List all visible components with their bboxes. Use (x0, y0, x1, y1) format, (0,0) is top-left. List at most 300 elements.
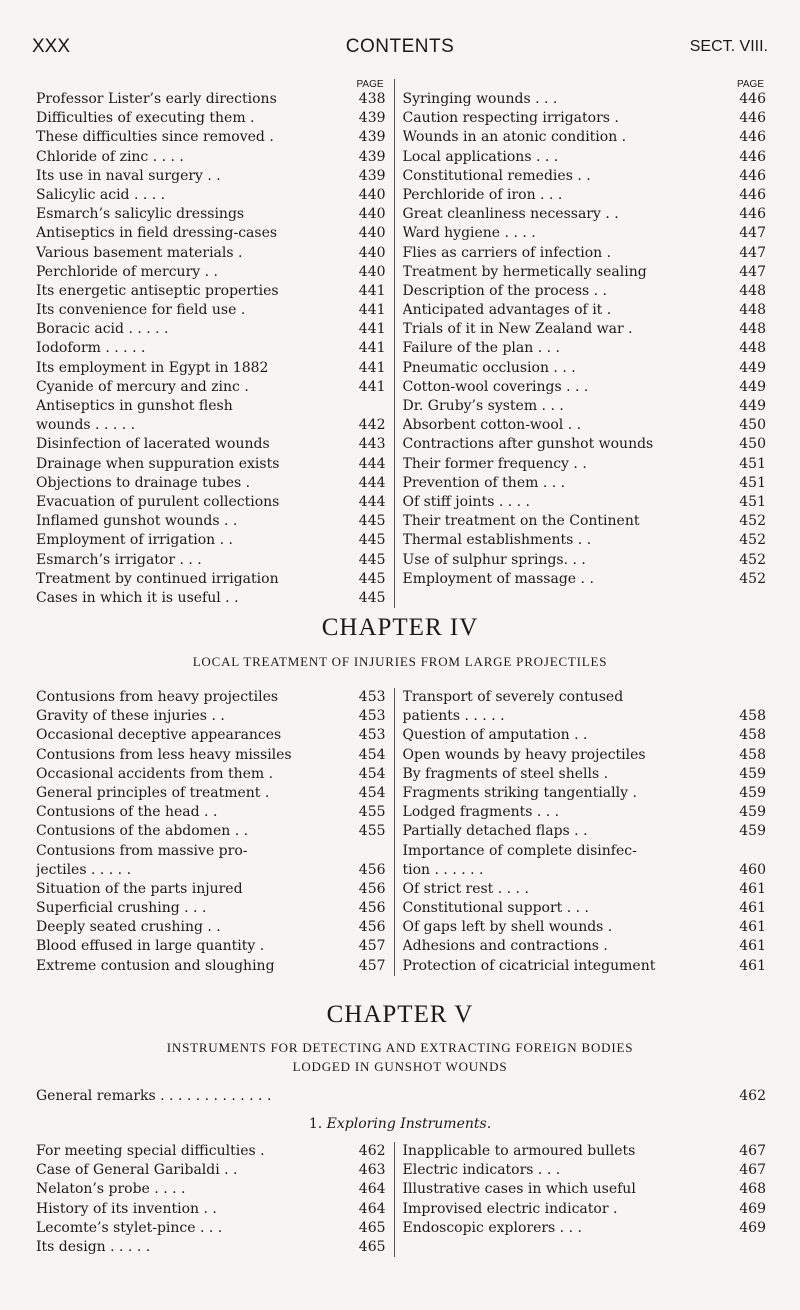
toc-entry[interactable] (403, 688, 766, 707)
toc-entry-page: 442 (358, 417, 386, 434)
toc-entry[interactable] (36, 339, 386, 358)
chapter-iv-heading: CHAPTER IV (321, 614, 479, 641)
toc-entry[interactable] (36, 493, 386, 512)
toc-entry[interactable] (403, 784, 766, 803)
toc-entry-page: 443 (358, 436, 386, 453)
toc-entry-page: 446 (739, 110, 766, 127)
exploring-instruments-heading (0, 1116, 800, 1132)
toc-entry-title: Flies as carriers of infection . (402, 244, 612, 261)
toc-entry[interactable] (36, 224, 386, 243)
chapter-iv-subtitle: LOCAL TREATMENT OF INJURIES FROM LARGE PROJECTILES (192, 654, 608, 669)
toc-column-left (36, 688, 394, 976)
toc-entry-page: 450 (739, 417, 766, 434)
toc-entry-page: 445 (358, 532, 386, 549)
toc-entry-page: 456 (358, 880, 386, 897)
toc-entry-title: Perchloride of iron . . . (402, 186, 563, 203)
toc-entry-title: General remarks . . . . . . . . . . . . . (36, 1088, 272, 1104)
toc-entry-page: 452 (739, 551, 766, 568)
toc-entry-title: Improvised electric indicator . (402, 1200, 618, 1217)
toc-entry[interactable] (403, 205, 766, 224)
toc-entry-page: 447 (739, 263, 766, 280)
toc-entry-title: Treatment by continued irrigation (36, 570, 279, 587)
toc-entry-title: Occasional accidents from them . (36, 765, 274, 782)
toc-entry[interactable] (403, 570, 766, 589)
toc-entry-title: Contusions of the head . . (36, 804, 218, 821)
toc-entry-page: 446 (739, 186, 766, 203)
toc-entry-title: wounds . . . . . (36, 417, 136, 434)
toc-entry-page: 439 (358, 167, 386, 184)
toc-entry[interactable] (36, 455, 386, 474)
toc-entry-page: 450 (739, 436, 766, 453)
toc-entry[interactable] (36, 937, 386, 956)
toc-entry-page: 461 (739, 938, 766, 955)
toc-entry-title: Of stiff joints . . . . (402, 493, 530, 510)
toc-entry-title: Anticipated advantages of it . (402, 302, 612, 319)
toc-entry-page: 447 (739, 225, 766, 242)
toc-entry[interactable] (403, 822, 766, 841)
toc-entry-page: 462 (739, 1088, 766, 1104)
toc-entry-title: Adhesions and contractions . (402, 938, 608, 955)
toc-entry[interactable] (36, 1219, 386, 1238)
toc-entry-title: Perchloride of mercury . . (36, 263, 218, 280)
sub-heading-text: Exploring Instruments. (326, 1116, 492, 1132)
toc-entry[interactable] (36, 167, 386, 186)
toc-entry-page: 449 (739, 378, 766, 395)
toc-entry-title: History of its invention . . (36, 1200, 217, 1217)
toc-entry-title: Partially detached flaps . . (402, 823, 588, 840)
toc-entry[interactable] (36, 899, 386, 918)
toc-entry-page: 440 (358, 263, 386, 280)
toc-entry[interactable] (403, 282, 766, 301)
toc-entry[interactable] (36, 244, 386, 263)
toc-entry-title: Electric indicators . . . (402, 1162, 561, 1179)
toc-entry-title: Ward hygiene . . . . (402, 225, 536, 242)
toc-entry-page: 446 (739, 129, 766, 146)
toc-entry-page: 459 (739, 784, 766, 801)
toc-entry-page: 458 (739, 708, 766, 725)
toc-entry[interactable] (36, 1087, 766, 1106)
toc-entry[interactable] (36, 301, 386, 320)
toc-entry-title: tion . . . . . . (402, 861, 484, 878)
toc-entry-page: 441 (358, 282, 386, 299)
toc-entry[interactable] (36, 551, 386, 570)
toc-entry[interactable] (403, 301, 766, 320)
toc-entry-title: Dr. Gruby’s system . . . (402, 398, 564, 414)
toc-entry[interactable] (403, 918, 766, 937)
toc-entry-title: Their treatment on the Continent (402, 513, 640, 530)
toc-entry[interactable] (36, 688, 386, 707)
toc-entry-page: 447 (739, 244, 766, 261)
toc-entry-title: Cases in which it is useful . . (36, 589, 239, 606)
toc-entry-page: 459 (739, 765, 766, 782)
toc-entry-page: 460 (739, 861, 766, 878)
toc-entry-title: These difficulties since removed . (36, 129, 274, 146)
toc-entry-page: 456 (358, 900, 386, 917)
toc-entry[interactable] (36, 474, 386, 493)
toc-entry-page: 440 (358, 186, 386, 203)
toc-entry[interactable] (403, 880, 766, 899)
toc-entry-title: Situation of the parts injured (36, 880, 243, 897)
toc-entry-title: General principles of treatment . (36, 784, 270, 801)
toc-entry-page: 451 (739, 474, 766, 491)
toc-entry-title: Endoscopic explorers . . . (402, 1219, 582, 1236)
toc-entry[interactable] (36, 109, 386, 128)
toc-entry-title: Blood effused in large quantity . (36, 938, 265, 955)
toc-entry-page: 446 (739, 167, 766, 184)
toc-entry-page: 455 (358, 823, 386, 840)
toc-entry-page: 464 (358, 1181, 386, 1198)
toc-entry-title: Trials of it in New Zealand war . (402, 321, 633, 338)
toc-entry-title: Great cleanliness necessary . . (402, 206, 619, 223)
toc-entry[interactable] (403, 746, 766, 765)
toc-entry[interactable] (403, 109, 766, 128)
toc-entry[interactable] (403, 1219, 766, 1238)
toc-entry[interactable] (403, 957, 766, 976)
toc-entry-page: 446 (739, 206, 766, 223)
toc-entry-page: 441 (358, 378, 386, 395)
toc-entry[interactable] (36, 282, 386, 301)
toc-entry-title: Objections to drainage tubes . (36, 474, 251, 491)
toc-entry-page: 456 (358, 861, 386, 878)
toc-entry[interactable] (403, 148, 766, 167)
toc-entry-title: By fragments of steel shells . (402, 765, 609, 782)
toc-entry[interactable] (36, 148, 386, 167)
toc-entry-page: 441 (358, 302, 386, 319)
toc-entry-page: 449 (739, 359, 766, 376)
toc-entry-page: 452 (739, 532, 766, 549)
toc-entry-title: Its design . . . . . (36, 1238, 151, 1255)
toc-entry-page: 448 (739, 321, 766, 338)
toc-entry[interactable] (36, 1161, 386, 1180)
section-label: SECT. VIII. (689, 38, 768, 55)
toc-entry-page: 445 (358, 570, 386, 587)
toc-entry[interactable] (403, 320, 766, 339)
toc-entry-page: 445 (358, 589, 386, 606)
toc-entry-title: Lecomte’s stylet-pince . . . (36, 1219, 223, 1236)
toc-entry[interactable] (36, 957, 386, 976)
chapter-v-heading: CHAPTER V (326, 1001, 474, 1028)
toc-entry[interactable] (36, 726, 386, 745)
toc-entry-title: Treatment by hermetically sealing (402, 263, 647, 280)
toc-entry-title: Antiseptics in field dressing-cases (36, 225, 278, 242)
toc-entry-page: 448 (739, 302, 766, 319)
toc-entry[interactable] (403, 416, 766, 435)
toc-entry-title: Transport of severely contused (402, 689, 624, 705)
toc-entry[interactable] (36, 746, 386, 765)
toc-entry[interactable] (403, 493, 766, 512)
toc-entry-title: Occasional deceptive appearances (36, 727, 282, 744)
toc-entry-page: 454 (358, 784, 386, 801)
toc-entry[interactable] (36, 378, 386, 397)
toc-entry-page: 461 (739, 919, 766, 936)
toc-entry[interactable] (403, 263, 766, 282)
toc-entry-title: Its energetic antiseptic properties (36, 282, 279, 299)
toc-entry-page: 467 (739, 1162, 766, 1179)
toc-entry[interactable] (36, 570, 386, 589)
toc-entry-title: Illustrative cases in which useful (402, 1181, 636, 1198)
toc-entry-page: 465 (358, 1238, 386, 1255)
toc-entry[interactable] (403, 726, 766, 745)
toc-entry-page: 452 (739, 513, 766, 530)
toc-entry[interactable] (36, 435, 386, 454)
running-head (32, 36, 768, 66)
toc-entry-title: Professor Lister’s early directions (36, 91, 277, 107)
toc-entry[interactable] (403, 707, 766, 726)
toc-entry-title: Contractions after gunshot wounds (402, 436, 654, 453)
toc-entry[interactable] (403, 455, 766, 474)
toc-entry[interactable] (403, 397, 766, 416)
toc-entry-page: 465 (358, 1219, 386, 1236)
toc-entry-page: 456 (358, 919, 386, 936)
toc-entry[interactable] (36, 90, 386, 109)
toc-entry-title: Employment of irrigation . . (36, 532, 233, 549)
toc-entry-title: Iodoform . . . . . (36, 340, 146, 357)
toc-entry[interactable] (403, 244, 766, 263)
toc-entry-page: 444 (358, 493, 386, 510)
toc-entry-page: 448 (739, 340, 766, 357)
toc-entry-page: 451 (739, 493, 766, 510)
toc-entry[interactable] (403, 861, 766, 880)
toc-entry[interactable] (403, 474, 766, 493)
toc-entry-title: Deeply seated crushing . . (36, 919, 221, 936)
toc-entry[interactable] (403, 937, 766, 956)
chapter-v-subtitle-line1: INSTRUMENTS FOR DETECTING AND EXTRACTING FOREIGN BODIES (166, 1040, 634, 1055)
toc-entry-title: Cotton-wool coverings . . . (402, 378, 589, 395)
chapter-v-contents (36, 1142, 766, 1257)
toc-entry-title: Fragments striking tangentially . (402, 784, 637, 801)
toc-entry-page: 439 (358, 148, 386, 165)
toc-entry[interactable] (36, 1200, 386, 1219)
toc-entry-page: 440 (358, 206, 386, 223)
toc-entry-title: Drainage when suppuration exists (36, 455, 280, 472)
toc-entry-page: 452 (739, 570, 766, 587)
toc-entry-title: Esmarch’s salicylic dressings (36, 206, 245, 223)
page-column-header: PAGE (356, 79, 384, 90)
toc-entry-page: 459 (739, 823, 766, 840)
toc-entry-title: Difficulties of executing them . (36, 110, 255, 127)
toc-entry-page: 454 (358, 746, 386, 763)
toc-entry-title: Inflamed gunshot wounds . . (36, 513, 238, 530)
toc-entry[interactable] (36, 1238, 386, 1257)
sub-heading-number: 1. (308, 1116, 327, 1132)
toc-entry-page: 457 (358, 938, 386, 955)
toc-entry[interactable] (403, 1161, 766, 1180)
toc-entry[interactable] (403, 803, 766, 822)
toc-entry-title: Wounds in an atonic condition . (402, 129, 627, 146)
toc-entry-page: 458 (739, 727, 766, 744)
toc-entry-title: Inapplicable to armoured bullets (402, 1143, 636, 1159)
toc-entry[interactable] (36, 128, 386, 147)
toc-entry-title: Open wounds by heavy projectiles (402, 746, 646, 763)
toc-entry[interactable] (36, 784, 386, 803)
toc-entry-page: 469 (739, 1219, 766, 1236)
toc-entry-title: Various basement materials . (36, 244, 243, 261)
toc-entry-page: 441 (358, 359, 386, 376)
toc-entry-title: Case of General Garibaldi . . (36, 1162, 238, 1179)
toc-entry[interactable] (36, 416, 386, 435)
toc-entry[interactable] (403, 1180, 766, 1199)
toc-entry-title: Their former frequency . . (402, 455, 587, 472)
toc-entry[interactable] (36, 822, 386, 841)
toc-entry-title: Failure of the plan . . . (402, 340, 560, 357)
toc-entry-page: 453 (358, 727, 386, 744)
toc-entry[interactable] (403, 551, 766, 570)
toc-entry-page: 439 (358, 110, 386, 127)
toc-entry[interactable] (403, 1142, 766, 1161)
toc-entry-title: Of gaps left by shell wounds . (402, 919, 613, 936)
toc-entry[interactable] (36, 765, 386, 784)
toc-entry[interactable] (403, 1200, 766, 1219)
toc-entry-title: Importance of complete disinfec- (402, 842, 637, 859)
toc-entry-page: 444 (358, 474, 386, 491)
toc-entry-title: Extreme contusion and sloughing (36, 957, 275, 974)
toc-entry[interactable] (403, 512, 766, 531)
toc-entry-title: Salicylic acid . . . . (36, 186, 166, 203)
toc-entry-page: 455 (358, 804, 386, 821)
toc-entry-title: Its use in naval surgery . . (36, 167, 221, 184)
toc-entry-title: Antiseptics in gunshot flesh (36, 398, 233, 414)
toc-entry-title: Nelaton’s probe . . . . (36, 1181, 186, 1198)
toc-entry[interactable] (36, 842, 386, 861)
toc-entry-title: Constitutional support . . . (402, 900, 589, 917)
toc-entry-page: 454 (358, 765, 386, 782)
toc-entry[interactable] (403, 167, 766, 186)
toc-entry[interactable] (36, 205, 386, 224)
toc-entry-title: Cyanide of mercury and zinc . (36, 378, 249, 395)
chapter-iv-contents (36, 688, 766, 976)
toc-entry-page: 439 (358, 129, 386, 146)
toc-entry-page: 457 (358, 957, 386, 974)
general-remarks-entry (36, 1087, 766, 1106)
toc-entry[interactable] (36, 861, 386, 880)
toc-entry-page: 440 (358, 244, 386, 261)
toc-entry[interactable] (403, 186, 766, 205)
toc-entry-page: 448 (739, 282, 766, 299)
running-title: CONTENTS (345, 36, 455, 57)
toc-entry[interactable] (403, 435, 766, 454)
toc-entry[interactable] (36, 1142, 386, 1161)
toc-entry-page: 459 (739, 804, 766, 821)
toc-entry-page: 462 (358, 1143, 386, 1159)
toc-column-right (394, 1142, 766, 1257)
toc-entry-page: 461 (739, 957, 766, 974)
toc-entry-page: 444 (358, 455, 386, 472)
toc-entry-title: Question of amputation . . (402, 727, 588, 744)
toc-entry-title: Contusions from less heavy missiles (36, 746, 292, 763)
toc-entry-title: Syringing wounds . . . (402, 91, 558, 107)
chapter-v-subtitle-line2: LODGED IN GUNSHOT WOUNDS (292, 1059, 508, 1074)
toc-entry-page: 446 (739, 91, 766, 107)
toc-entry-title: Description of the process . . (402, 282, 607, 299)
toc-entry-title: Lodged fragments . . . (402, 804, 560, 821)
toc-entry[interactable] (36, 397, 386, 416)
toc-entry[interactable] (36, 320, 386, 339)
toc-entry-title: Evacuation of purulent collections (36, 493, 280, 510)
toc-entry[interactable] (36, 512, 386, 531)
toc-entry[interactable] (403, 224, 766, 243)
toc-entry-title: Constitutional remedies . . (402, 167, 591, 184)
toc-entry-page: 467 (739, 1143, 766, 1159)
toc-entry[interactable] (403, 842, 766, 861)
toc-entry-title: Absorbent cotton-wool . . (402, 417, 582, 434)
toc-entry-title: Use of sulphur springs. . . (402, 551, 586, 568)
toc-entry-title: Caution respecting irrigators . (402, 110, 619, 127)
toc-entry-title: Contusions of the abdomen . . (36, 823, 249, 840)
toc-entry[interactable] (36, 186, 386, 205)
toc-entry-title: Chloride of zinc . . . . (36, 148, 184, 165)
toc-entry[interactable] (403, 899, 766, 918)
toc-entry[interactable] (403, 378, 766, 397)
toc-column-left (36, 79, 394, 608)
page-column-header: PAGE (736, 79, 764, 90)
toc-entry-page: 464 (358, 1200, 386, 1217)
toc-entry[interactable] (36, 707, 386, 726)
toc-entry-page: 449 (739, 398, 766, 414)
toc-entry[interactable] (36, 589, 386, 608)
toc-entry-page: 463 (358, 1162, 386, 1179)
toc-entry-title: Gravity of these injuries . . (36, 708, 225, 725)
section-viii-contents (36, 79, 766, 608)
toc-entry-title: Protection of cicatricial integument (402, 957, 656, 974)
toc-entry-title: Esmarch’s irrigator . . . (36, 551, 202, 568)
toc-entry[interactable] (36, 880, 386, 899)
toc-entry-page: 458 (739, 746, 766, 763)
toc-column-left (36, 1142, 394, 1257)
toc-entry-page: 441 (358, 321, 386, 338)
toc-entry-title: jectiles . . . . . (36, 861, 132, 878)
toc-entry[interactable] (36, 918, 386, 937)
toc-entry-title: Disinfection of lacerated wounds (36, 436, 270, 453)
toc-entry-title: Thermal establishments . . (402, 532, 592, 549)
toc-entry[interactable] (36, 359, 386, 378)
toc-entry[interactable] (403, 765, 766, 784)
toc-entry-page: 461 (739, 880, 766, 897)
toc-entry-title: For meeting special difficulties . (36, 1143, 265, 1159)
toc-entry-page: 468 (739, 1181, 766, 1198)
toc-entry[interactable] (403, 531, 766, 550)
toc-entry-title: Its employment in Egypt in 1882 (36, 359, 269, 376)
toc-entry-title: Employment of massage . . (402, 570, 594, 587)
toc-entry-title: Contusions from heavy projectiles (36, 689, 279, 705)
toc-entry-page: 461 (739, 900, 766, 917)
toc-entry-title: Prevention of them . . . (402, 474, 566, 491)
toc-entry-title: Boracic acid . . . . . (36, 321, 169, 338)
page-number-roman: XXX (32, 36, 71, 57)
toc-entry[interactable] (403, 128, 766, 147)
toc-entry-page: 445 (358, 513, 386, 530)
toc-entry-title: Superficial crushing . . . (36, 900, 207, 917)
toc-entry-page: 446 (739, 148, 766, 165)
toc-entry[interactable] (36, 263, 386, 282)
toc-entry[interactable] (36, 531, 386, 550)
toc-entry[interactable] (403, 339, 766, 358)
toc-column-right (394, 688, 766, 976)
toc-entry-page: 453 (358, 689, 386, 705)
toc-entry-title: Of strict rest . . . . (402, 880, 529, 897)
toc-entry-title: Contusions from massive pro- (36, 842, 248, 859)
toc-entry[interactable] (403, 359, 766, 378)
toc-entry-title: patients . . . . . (402, 708, 505, 725)
toc-entry-page: 451 (739, 455, 766, 472)
toc-entry-title: Its convenience for field use . (36, 302, 246, 319)
toc-entry[interactable] (403, 90, 766, 109)
toc-entry[interactable] (36, 1180, 386, 1199)
toc-entry-page: 438 (358, 91, 386, 107)
toc-entry-page: 453 (358, 708, 386, 725)
toc-entry-title: Local applications . . . (402, 148, 559, 165)
toc-entry-page: 445 (358, 551, 386, 568)
toc-entry[interactable] (36, 803, 386, 822)
